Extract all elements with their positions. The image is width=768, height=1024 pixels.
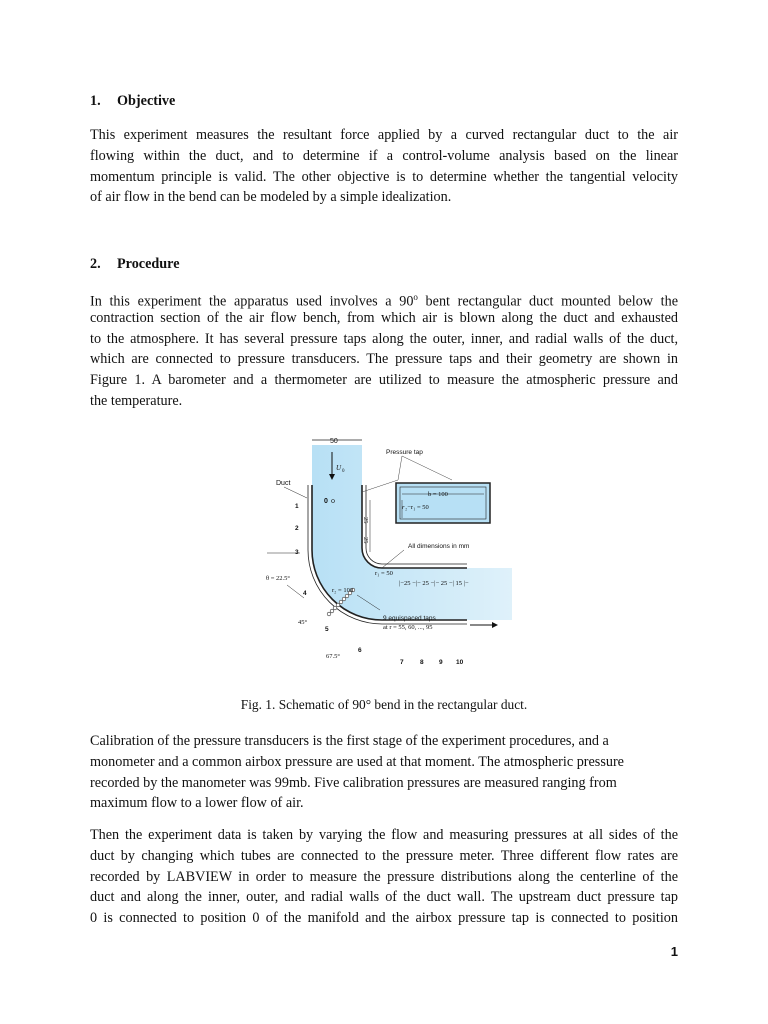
text-line: Then the experiment data is taken by varying the flow and measuring pressures at all sides of the — [90, 827, 678, 843]
duct-leader-line — [284, 487, 307, 498]
text-line: This experiment measures the resultant force applied by a curved rectangular duct to the air — [90, 127, 678, 143]
outlet-arrowhead — [492, 622, 498, 628]
velocity-label: U — [336, 464, 342, 472]
objective-paragraph — [90, 125, 678, 208]
all-dims-note: All dimensions in mm — [408, 543, 470, 550]
deg-675-label: 67.5° — [326, 653, 340, 660]
text-line: 0 is connected to position 0 of the manifold and the airbox pressure tap is connected to position — [90, 910, 678, 927]
text-line: recorded by the manometer was 99mb. Five calibration pressures are measured ranging from — [90, 774, 617, 791]
text-line: which are connected to pressure transducers. The pressure taps and their geometry are shown in — [90, 351, 678, 368]
tap-8-label: 8 — [420, 659, 424, 666]
tap-0-label: 0 — [324, 498, 328, 505]
text-line: maximum flow to a lower flow of air. — [90, 795, 304, 812]
text-line: of air flow in the bend can be modeled by a simple idealization. — [90, 189, 452, 206]
r-label: r — [402, 504, 405, 511]
text-line: Calibration of the pressure transducers is the first stage of the experiment procedures, and a — [90, 733, 609, 749]
text-line — [90, 287, 678, 308]
duct-schematic-svg — [262, 430, 522, 675]
tap-1-label: 1 — [295, 503, 299, 510]
text-line: the temperature. — [90, 392, 183, 409]
r1-label: r₁ = 50 — [375, 570, 393, 577]
calibration-paragraph — [90, 731, 678, 814]
page-number: 1 — [670, 944, 678, 959]
text-line: recorded by LABVIEW in order to measure the pressure distributions along the centerline of the — [90, 868, 678, 885]
text-line: to the atmosphere. It has several pressure taps along the outer, inner, and radial walls of the duct, — [90, 330, 678, 347]
r-diff-label: ₂−r₁ = 50 — [405, 504, 429, 511]
r1-leader — [382, 550, 404, 568]
equispaced-label-2: at r = 55, 60, ..., 95 — [383, 624, 433, 631]
pressure-tap-leader-1 — [362, 480, 398, 492]
cross-section-box — [396, 483, 490, 523]
text-line: Figure 1. A barometer and a thermometer are utilized to measure the atmospheric pressure and — [90, 372, 678, 389]
text-line: duct and along the inner, outer, and radial walls of the duct wall. The upstream duct pressure tap — [90, 889, 678, 906]
tap-2-label: 2 — [295, 525, 299, 532]
r2-label: r₂ = 100 — [332, 587, 354, 594]
section-1-heading — [90, 93, 175, 110]
dim-25-b: 25 — [362, 537, 369, 544]
theta-label: θ = 22.5° — [266, 575, 291, 582]
procedure-intro-paragraph — [90, 287, 678, 412]
duct-label: Duct — [276, 480, 291, 487]
text-line: duct by changing which tubes are connected to the pressure meter. Three different flow rates are — [90, 847, 678, 864]
tap-6-label: 6 — [358, 647, 362, 654]
tap-10-label: 10 — [456, 659, 464, 666]
pressure-tap-label: Pressure tap — [386, 449, 423, 456]
tap-9-label: 9 — [439, 659, 443, 666]
tap-7-label: 7 — [400, 659, 404, 666]
dim-25-a: 25 — [362, 517, 369, 524]
text-span: bent rectangular duct mounted below the — [417, 293, 678, 310]
dim-50-label: 50 — [330, 438, 338, 445]
text-span: In this experiment the apparatus used involves a 90 — [90, 293, 414, 310]
degree-superscript: o — [413, 292, 418, 302]
section-number: 1. — [90, 93, 101, 109]
spacing-label: |−25 −|− 25 −|− 25 −| 15 |− — [399, 580, 469, 587]
equispaced-label-1: 9 equispaced taps — [383, 615, 436, 622]
section-title: Procedure — [117, 256, 180, 272]
b-label: b = 100 — [428, 491, 448, 498]
section-number: 2. — [90, 256, 101, 272]
duct-schematic-figure — [262, 430, 522, 675]
section-title: Objective — [117, 93, 176, 109]
text-line: flowing within the duct, and to determine if a control-volume analysis based on the linear — [90, 147, 678, 164]
section-2-heading — [90, 256, 180, 273]
pressure-tap-leader-2 — [398, 456, 402, 480]
figure-caption: Fig. 1. Schematic of 90° bend in the rectangular duct. — [240, 697, 528, 712]
tap-5-label: 5 — [325, 626, 329, 633]
data-paragraph — [90, 825, 678, 929]
tap-3-label: 3 — [295, 549, 299, 556]
velocity-subscript: 0 — [342, 469, 345, 474]
pressure-tap-leader-3 — [402, 456, 452, 480]
text-line: monometer and a common airbox pressure are used at that moment. The atmospheric pressure — [90, 753, 624, 770]
theta-leader — [287, 585, 304, 598]
deg-45-label: 45° — [298, 619, 308, 626]
text-line: momentum principle is valid. The other objective is to determine whether the tangential velocity — [90, 168, 678, 185]
tap-4-label: 4 — [303, 590, 307, 597]
text-line: contraction section of the air flow bench, from which air is blown along the duct and exhausted — [90, 309, 678, 326]
